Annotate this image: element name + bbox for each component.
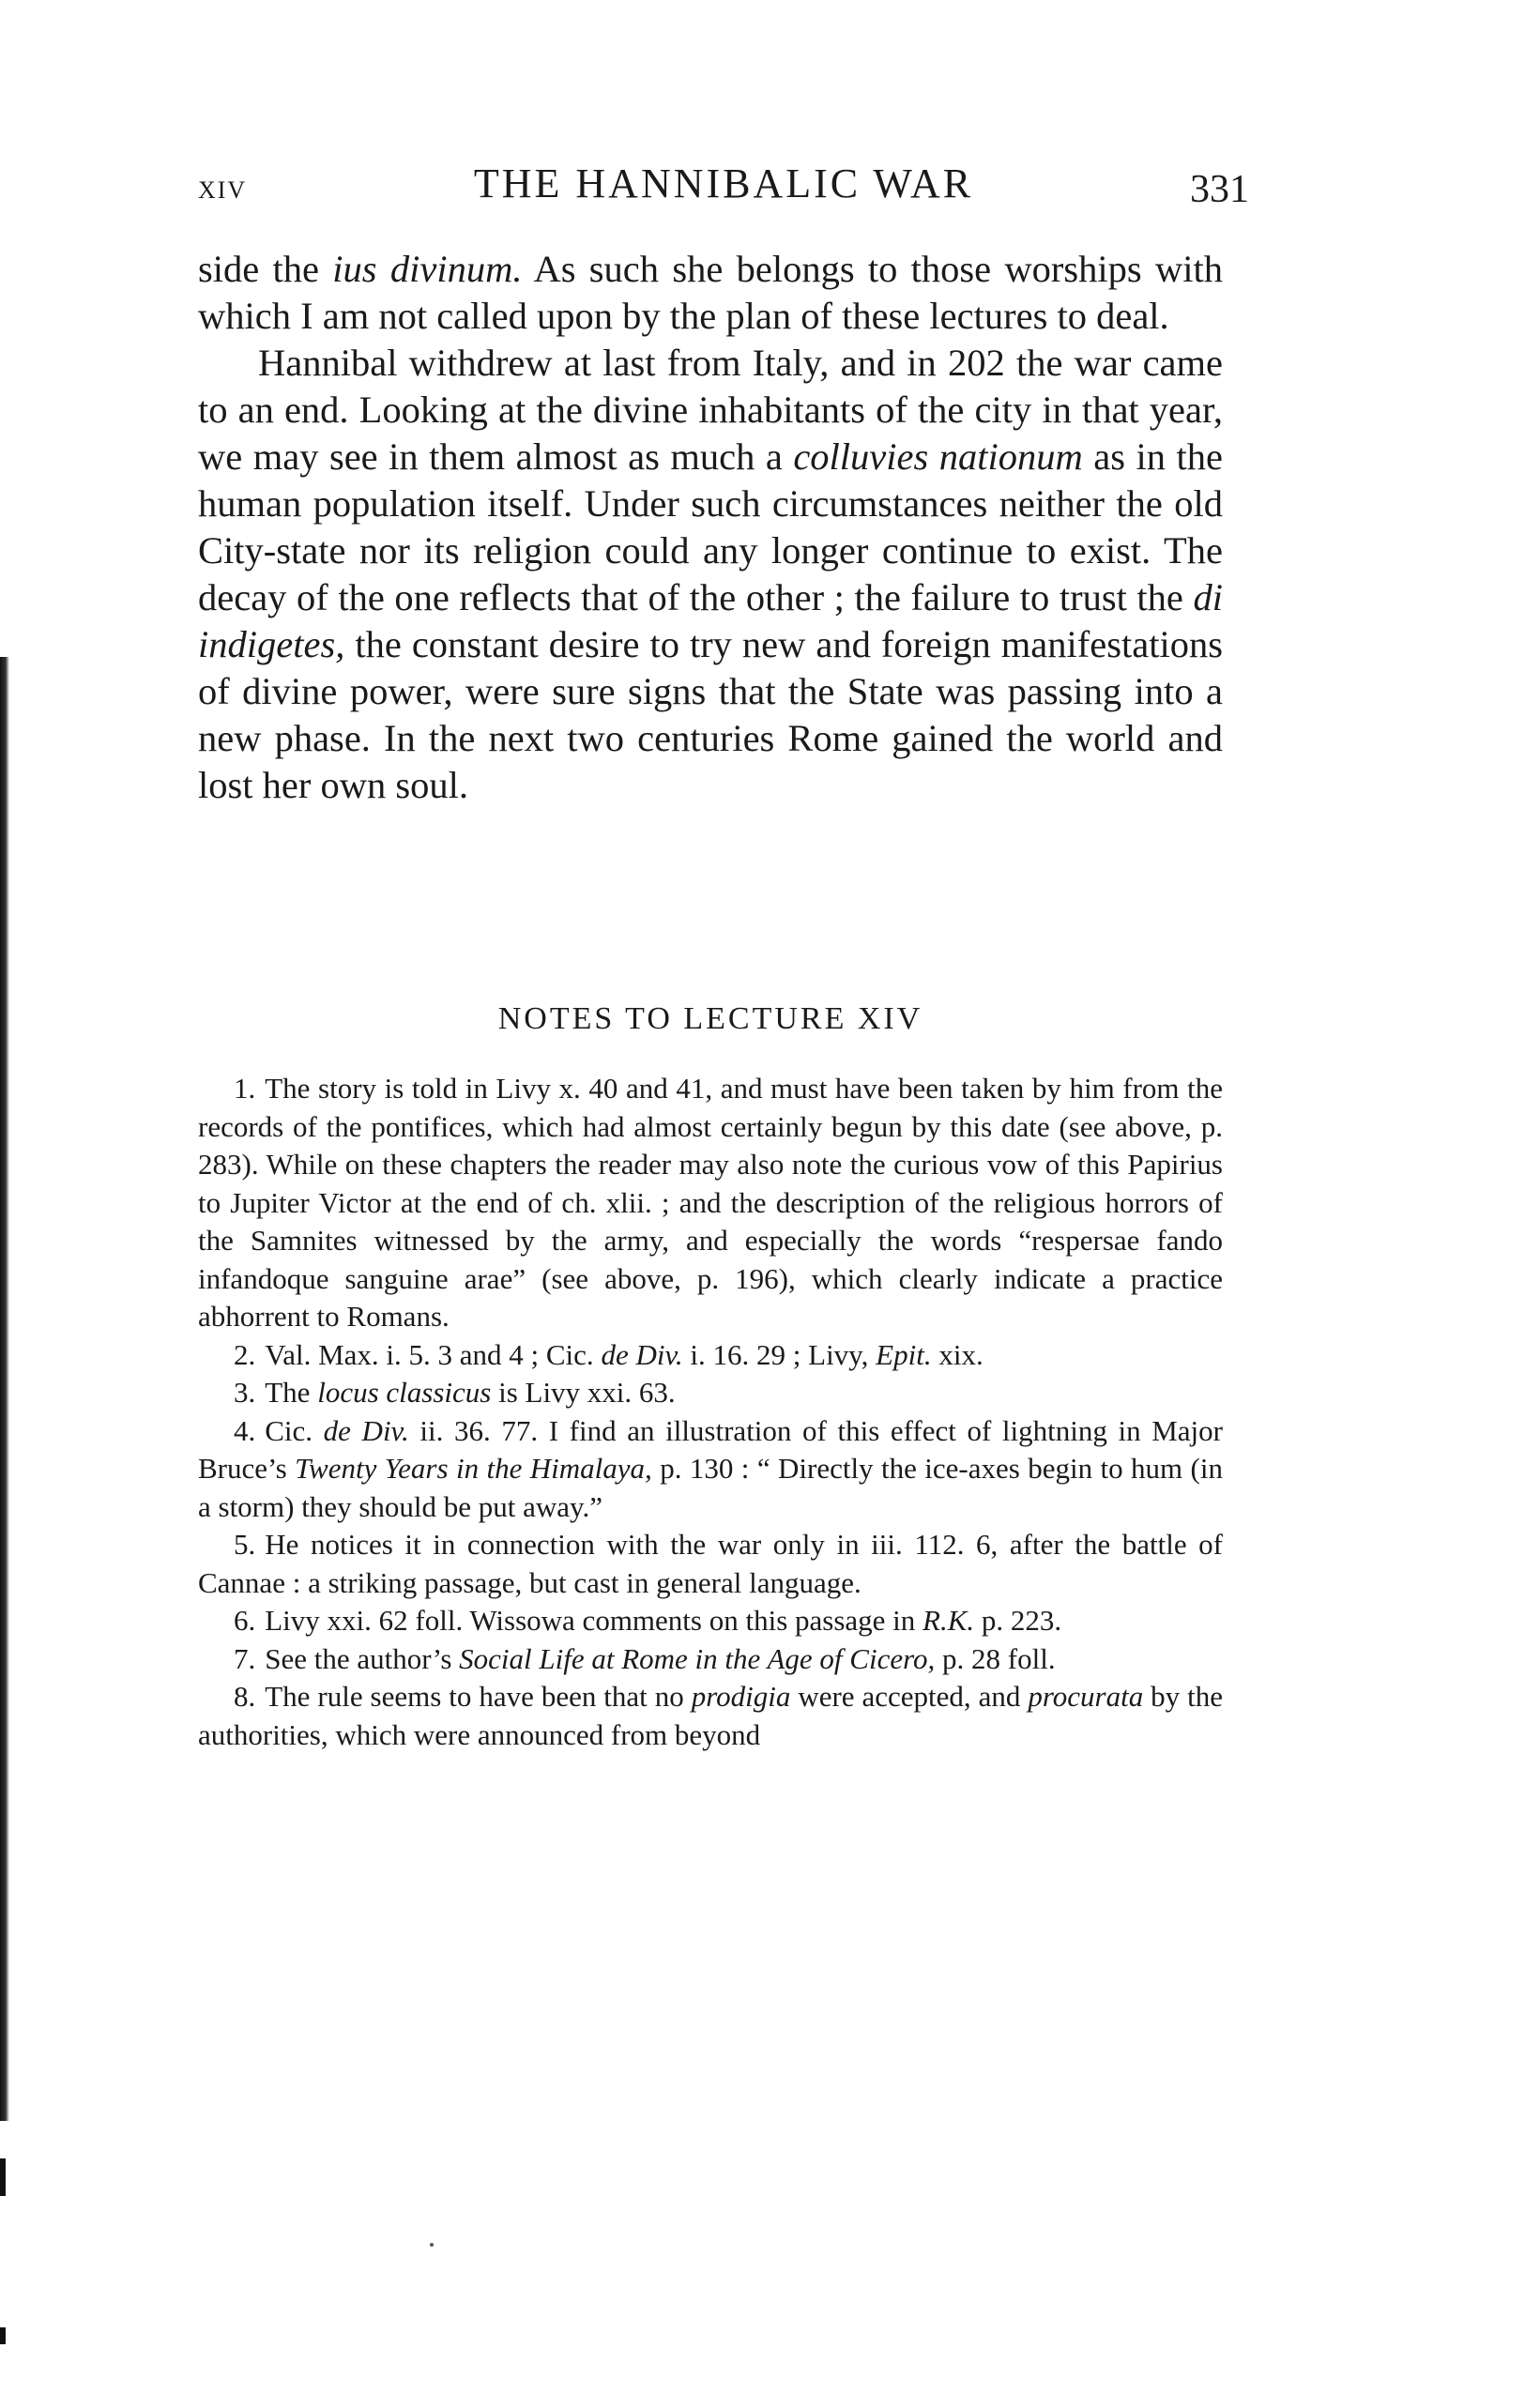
running-header <box>198 158 1249 214</box>
chapter-number: XIV <box>198 176 248 204</box>
note-item: 4. Cic. de Div. ii. 36. 77. I find an illustration of this effect of lightning in Major Bruce’s Twenty Years in the Himalaya, p. 130 : “ Directly the ice-axes begin to hum (in a storm) they should be put away.” <box>198 1413 1223 1523</box>
paragraph: side the ius divinum. As such she belongs to those worships with which I am not called upon by the plan of these lectures to deal. <box>198 248 1223 337</box>
book-spine-shadow <box>0 657 9 2121</box>
page-number: 331 <box>1190 168 1249 211</box>
running-title: THE HANNIBALIC WAR <box>473 160 974 206</box>
note-item: 7. See the author’s Social Life at Rome in the Age of Cicero, p. 28 foll. <box>234 1641 1056 1675</box>
paragraph: Hannibal withdrew at last from Italy, and in 202 the war came to an end. Looking at the divine inhabitants of the city in that year, we may see in them almost as much a colluvies nationum as in the human population itself. Under such circumstances neither the old City-state nor its religion could any longer continue to exist. The decay of the one reflects that of the other ; the failure to trust the di indigetes, the constant desire to try new and foreign manifestations of divine power, were sure signs that the State was passing into a new phase. In the next two centuries Rome gained the world and lost her own soul. <box>198 342 1223 806</box>
notes-list <box>198 1070 1223 1754</box>
note-item: 2. Val. Max. i. 5. 3 and 4 ; Cic. de Div. i. 16. 29 ; Livy, Epit. xix. <box>234 1337 983 1371</box>
note-item: 1. The story is told in Livy x. 40 and 41, and must have been taken by him from the records of the pontifices, which had almost certainly begun by this date (see above, p. 283). While on these chapters the reader may also note the curious vow of this Papirius to Jupiter Victor at the end of ch. xlii. ; and the description of the religious horrors of the Samnites witnessed by the army, and especially the words “respersae fando infandoque sanguine arae” (see above, p. 196), which clearly indicate a practice abhorrent to Romans. <box>198 1072 1223 1333</box>
note-item: 6. Livy xxi. 62 foll. Wissowa comments on this passage in R.K. p. 223. <box>234 1604 1062 1637</box>
spine-edge-mark <box>0 2158 6 2196</box>
note-item: 8. The rule seems to have been that no prodigia were accepted, and procurata by the authorities, which were announced from beyond <box>198 1680 1223 1751</box>
ink-speck <box>430 2243 434 2247</box>
note-item: 5. He notices it in connection with the war only in iii. 112. 6, after the battle of Cannae : a striking passage, but cast in general language. <box>198 1528 1223 1599</box>
spine-edge-mark <box>0 2327 6 2344</box>
note-item: 3. The locus classicus is Livy xxi. 63. <box>234 1376 676 1409</box>
notes-heading: NOTES TO LECTURE XIV <box>497 1001 923 1036</box>
main-text <box>198 246 1223 809</box>
